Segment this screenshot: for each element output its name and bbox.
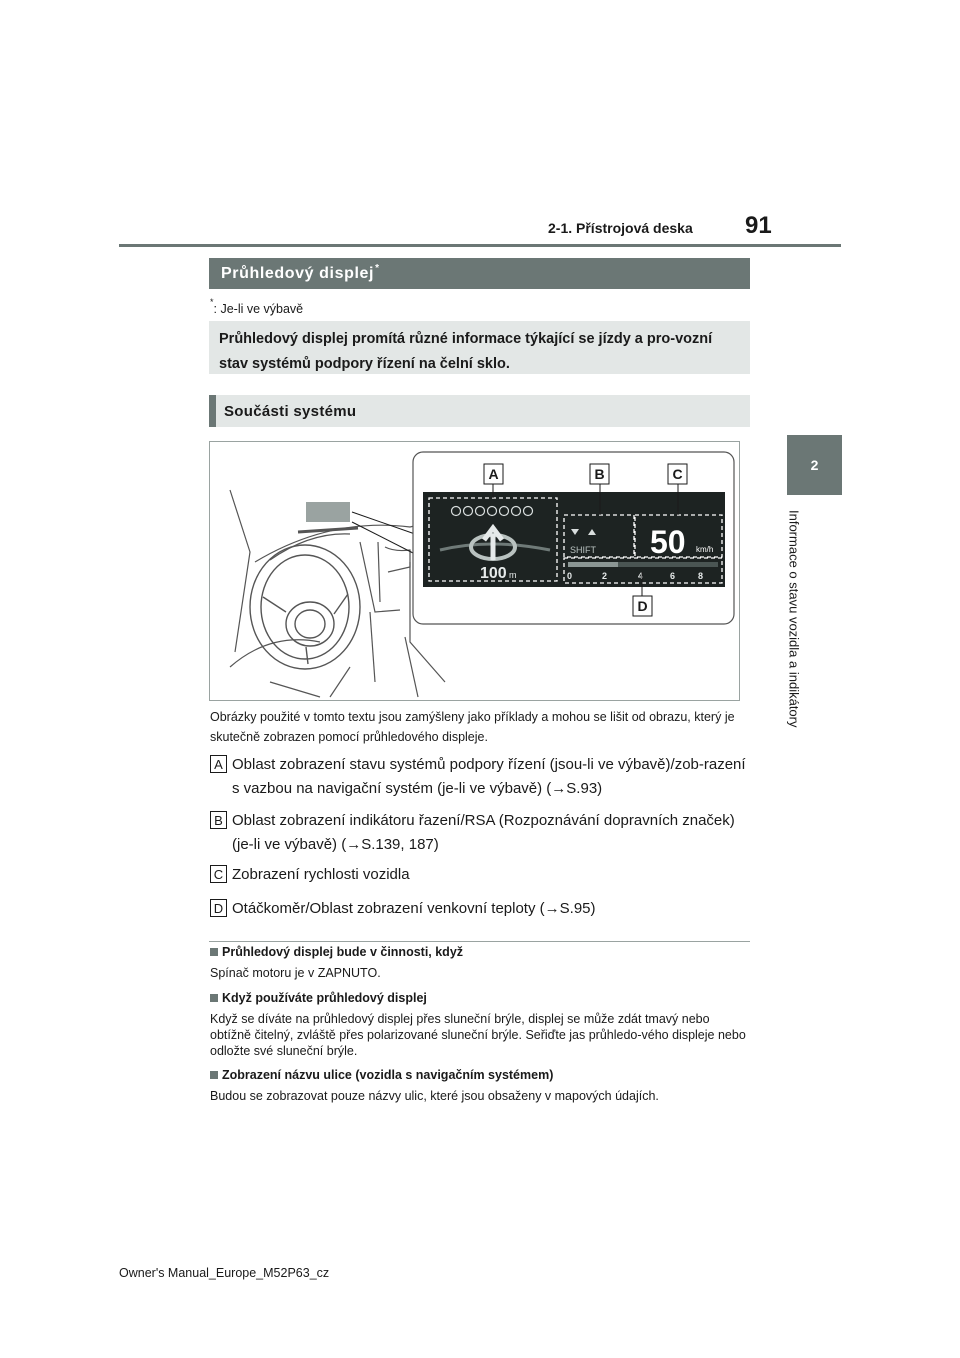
section-title: 2-1. Přístrojová deska: [548, 220, 693, 236]
hud-shift-label: SHIFT: [570, 545, 596, 555]
item-text: Otáčkoměr/Oblast zobrazení venkovní teploty (→S.95): [232, 900, 596, 917]
note-text: Budou se zobrazovat pouze názvy ulic, které jsou obsaženy v mapových údajích.: [210, 1089, 659, 1103]
note-title: Zobrazení názvu ulice (vozidla s navigačním systémem): [222, 1068, 554, 1082]
page-number: 91: [745, 212, 772, 239]
item-text: Zobrazení rychlosti vozidla: [232, 866, 410, 883]
item-key: C: [210, 865, 227, 883]
callout-b-label: B: [594, 466, 605, 482]
item-key: D: [210, 899, 227, 917]
item-text: Oblast zobrazení stavu systémů podpory řízení (jsou-li ve výbavě)/zob-razení s vazbou na navigační systém (je-li ve výbavě) (→S.93): [232, 756, 746, 797]
note-title: Když používáte průhledový displej: [222, 991, 427, 1005]
main-heading-text: Průhledový displej: [221, 264, 375, 282]
note-text: Když se díváte na průhledový displej přes sluneční brýle, displej se může zdát tmavý nebo obtížně čitelný, zvláště přes polarizované sluneční brýle. Seřiďte jas průhledo-vého displeje nebo odložte své sluneční brýle.: [210, 1012, 746, 1058]
figure-caption: Obrázky použité v tomto textu jsou zamýšleny jako příklady a mohou se lišit od obrazu, který je skutečně zobrazen pomocí průhledového displeje.: [210, 710, 735, 744]
hud-illustration: [210, 442, 740, 701]
section-divider: [209, 941, 750, 942]
note-heading: [210, 1068, 553, 1082]
callout-a-label: A: [488, 466, 499, 482]
item-c: [210, 863, 750, 887]
hud-speed-unit: km/h: [696, 545, 714, 554]
main-heading: [209, 258, 750, 289]
note-heading: [210, 991, 427, 1005]
hud-distance: 100: [480, 565, 507, 582]
callout-d-label: D: [637, 598, 648, 614]
main-heading-marker: *: [375, 263, 380, 274]
bullet-square-icon: [210, 994, 218, 1002]
footnote-marker: *: [210, 297, 214, 307]
footnote-text: : Je-li ve výbavě: [213, 302, 304, 317]
chapter-label: [764, 510, 824, 770]
hud-projection: [306, 502, 350, 522]
bullet-square-icon: [210, 948, 218, 956]
note-heading: [210, 945, 463, 959]
rpm-tick: 0: [567, 571, 573, 581]
item-a: [210, 753, 750, 801]
callout-c-label: C: [672, 466, 683, 482]
item-b: [210, 809, 750, 857]
item-key: A: [210, 755, 227, 773]
note-title: Průhledový displej bude v činnosti, když: [222, 945, 464, 959]
item-text: Oblast zobrazení indikátoru řazení/RSA (Rozpoznávání dopravních značek) (je-li ve výbavě) (→S.139, 187): [232, 812, 735, 853]
rpm-tick: 8: [698, 571, 704, 581]
sub-heading: Součásti systému: [209, 395, 750, 427]
chapter-label-text: Informace o stavu vozidla a indikátory: [786, 510, 802, 728]
hud-distance-unit: m: [509, 570, 517, 580]
intro-box: Průhledový displej promítá různé informace týkající se jízdy a pro-vozní stav systémů podpory řízení na čelní sklo.: [209, 321, 750, 374]
rpm-tick: 6: [670, 571, 676, 581]
item-d: [210, 897, 750, 921]
note-text: Spínač motoru je v ZAPNUTO.: [210, 966, 381, 980]
footnote: [210, 297, 304, 317]
chapter-tab: 2: [787, 435, 842, 495]
rpm-tick: 4: [638, 571, 644, 581]
footer: Owner's Manual_Europe_M52P63_cz: [119, 1266, 330, 1280]
hud-speed: 50: [650, 524, 686, 560]
hud-figure: [209, 441, 740, 701]
header-rule: [119, 244, 841, 247]
steering-wheel-icon: [250, 545, 360, 669]
bullet-square-icon: [210, 1071, 218, 1079]
item-key: B: [210, 811, 227, 829]
rpm-tick: 2: [602, 571, 608, 581]
